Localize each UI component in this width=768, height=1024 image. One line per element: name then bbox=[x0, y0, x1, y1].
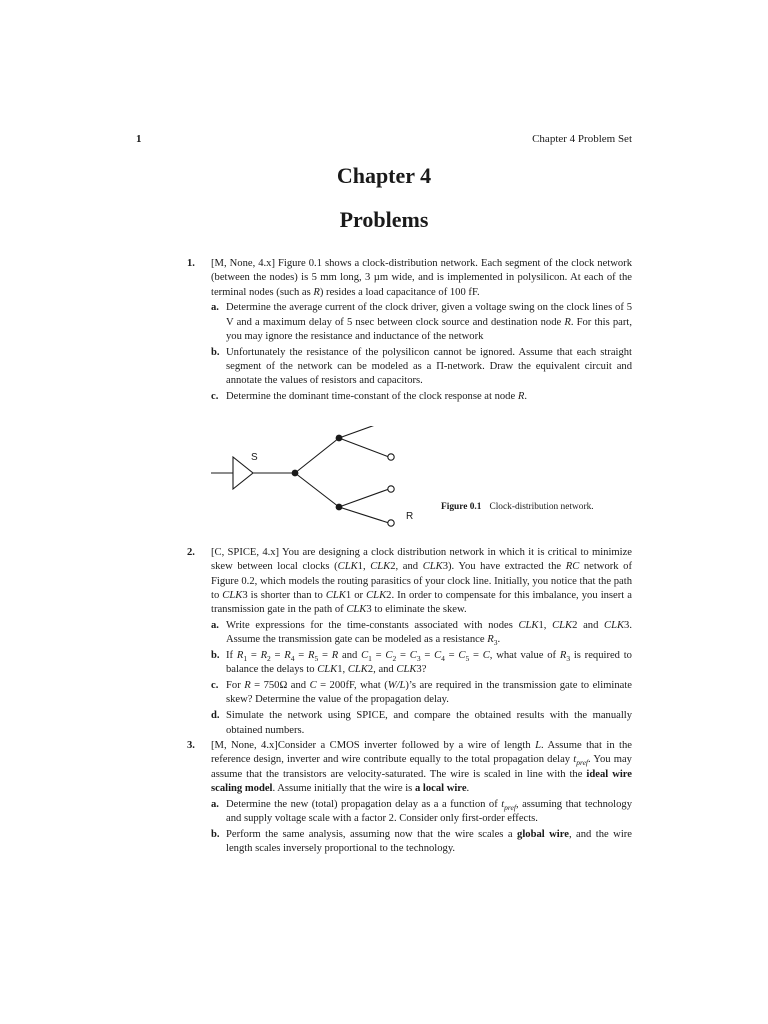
figure-caption-label: Figure 0.1 bbox=[441, 502, 482, 512]
figure-caption-text: Clock-distribution network. bbox=[489, 502, 594, 512]
node-label-s: S bbox=[251, 452, 258, 463]
clock-network-diagram bbox=[211, 426, 414, 528]
figure-caption bbox=[441, 502, 594, 512]
segment-top-2 bbox=[339, 438, 389, 457]
problem-part-c: c. Determine the dominant time-constant of the clock response at node R. bbox=[211, 391, 527, 403]
problem-3 bbox=[187, 739, 633, 856]
upper-branch bbox=[295, 438, 339, 473]
problem-part-b: b. Perform the same analysis, assuming now that the wire scales a global wire, and the wire length scales inversely proportional to the technology. bbox=[211, 828, 633, 855]
lower-branch bbox=[295, 473, 339, 507]
chapter-subtitle: Problems bbox=[339, 207, 429, 232]
problem-1 bbox=[187, 257, 632, 404]
problem-part-c: c. For R = 750Ω and C = 200fF, what (W/L)’s are required in the transmission gate to eliminate skew? Determine the value of the propagation delay. bbox=[211, 680, 632, 706]
page-number: 1 bbox=[136, 133, 142, 145]
terminal-node bbox=[388, 486, 394, 492]
segment-top-1 bbox=[339, 426, 389, 438]
branch-node bbox=[336, 435, 343, 442]
branch-node bbox=[336, 504, 343, 511]
problem-intro: [M, None, 4.x] Figure 0.1 shows a clock-distribution network. Each segment of the clock network (between the nodes) is 5 mm long, 3 µm wide, and is implemented in polysilicon. At each of the terminal nodes (such as R) resides a load capacitance of 100 fF. bbox=[211, 258, 632, 298]
problem-part-a: a. Write expressions for the time-constants associated with nodes CLK1, CLK2 and CLK3. Assume the transmission gate can be modeled as a resistance $R_3$. bbox=[211, 619, 632, 648]
problem-intro: [C, SPICE, 4.x] You are designing a clock distribution network in which it is critical to minimize skew between local clocks (CLK1, CLK2, and CLK3). You have extracted the RC network of Figure 0.2, which models the routing parasitics of your clock line. Initially, you notice that the path to CLK3 is shorter than to CLK1 or CLK2. In order to compensate for this imbalance, you insert a transmission gate in the path of CLK3 to eliminate the skew. bbox=[211, 547, 632, 616]
problem-number: 1. bbox=[187, 258, 195, 269]
problem-number: 2. bbox=[187, 547, 195, 558]
running-header: Chapter 4 Problem Set bbox=[532, 133, 632, 145]
problem-part-a: a. Determine the average current of the clock driver, given a voltage swing on the clock lines of 5 V and a maximum delay of 5 nsec between clock source and destination node R. For this part, you may ignore the resistance and inductance of the network bbox=[211, 302, 632, 342]
problem-part-d: d. Simulate the network using SPICE, and compare the obtained results with the manually obtained numbers. bbox=[211, 710, 632, 736]
segment-bottom-1 bbox=[339, 489, 389, 507]
segment-bottom-2 bbox=[339, 507, 389, 523]
problem-2 bbox=[187, 546, 632, 738]
problem-part-b: b. Unfortunately the resistance of the polysilicon cannot be ignored. Assume that each straight segment of the network can be modeled as a Π-network. Draw the equivalent circuit and annotate the values of resistors and capacitors. bbox=[211, 346, 632, 387]
terminal-node bbox=[388, 454, 394, 460]
branch-node bbox=[292, 470, 299, 477]
node-label-r: R bbox=[406, 511, 414, 522]
problem-part-a: a. Determine the new (total) propagation delay as a a function of $t_{pref}$, assuming that technology and supply voltage scale with a factor 2. Consider only first-order effects. bbox=[211, 798, 632, 824]
problem-part-b: b. If $R_1 = R_2 = R_4 = R_5 = R$ and $C_1 = C_2 = C_3 = C_4 = C_5 = C$, what value of $R_3$ is required to balance the delays to CLK1, CLK2, and CLK3? bbox=[211, 650, 632, 676]
chapter-title: Chapter 4 bbox=[336, 163, 432, 188]
clock-driver-buffer bbox=[233, 457, 253, 489]
problem-number: 3. bbox=[187, 740, 195, 751]
problem-intro: [M, None, 4.x]Consider a CMOS inverter followed by a wire of length L. Assume that in the reference design, inverter and wire contribute equally to the total propagation delay $t_{pref}$. You may assume that the transistors are velocity-saturated. The wire is scaled in line with the ideal wire scaling model. Assume initially that the wire is a local wire. bbox=[211, 740, 632, 794]
terminal-node-r bbox=[388, 520, 394, 526]
